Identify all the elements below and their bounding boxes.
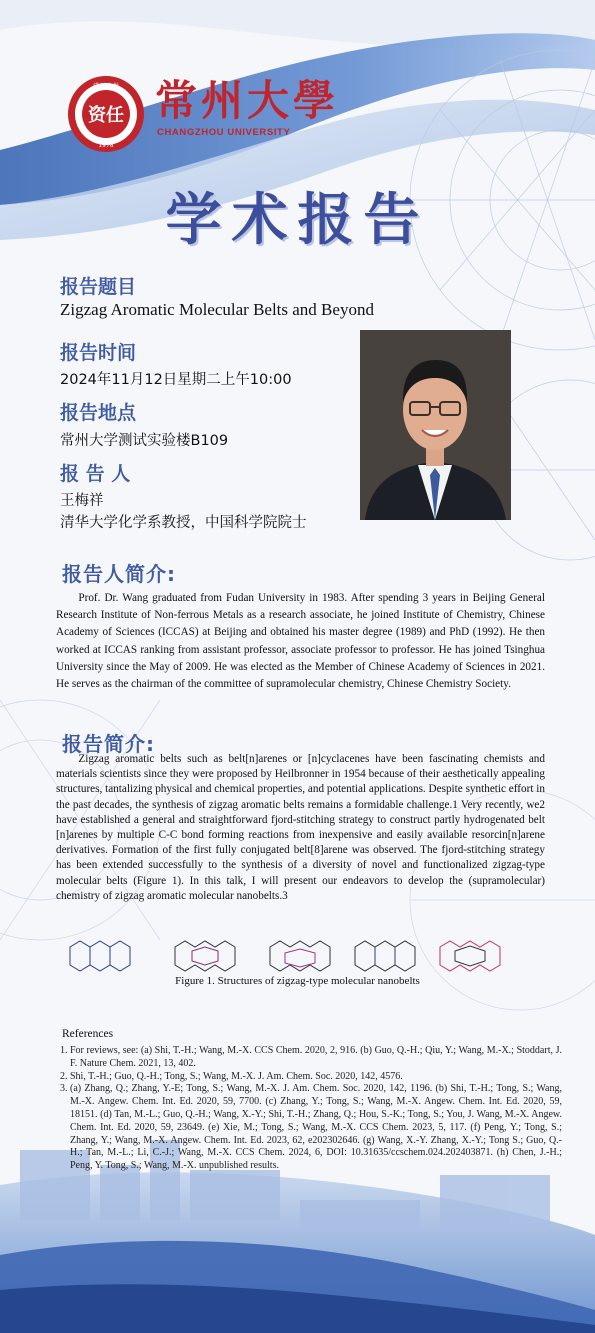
abstract-text: Zigzag aromatic belts such as belt[n]arenes or [n]cyclacenes have been fascinating chemists and materials scientists since they were proposed by Heilbronner in 1954 because of their aesthetically appealing structures, tantalizing physical and chemical properties, and potential applications. Despite synthetic effort in the past decades, the synthesis of zigzag aromatic belts remains a formidable challenge.1 Very recently, we2 have established a general and straightforward fjord-stitching strategy to construct partly hydrogenated belt [n]arenes by multiple C-C bond forming reactions from inexpensive and easily available resorcin[n]arene derivatives. Formation of the first fully conjugated belt[8]arene was observed. The fjord-stitching strategy has been extended successfully to the synthesis of a diversity of novel and functionalized zigzag-type molecular belts (Figure 1). In this talk, I will present our endeavors to develop the (supramolecular) chemistry of zigzag aromatic molecular nanobelts.3	[56, 753, 545, 902]
time-value: 2024年11月12日星期二上午10:00	[60, 372, 292, 388]
nanobelt-structure-2	[175, 941, 235, 971]
nanobelt-structure-3	[270, 941, 330, 971]
nanobelt-structure-5	[440, 941, 500, 971]
nanobelt-structure-1	[70, 941, 130, 971]
speaker-photo	[360, 330, 511, 520]
nanobelt-structure-4	[355, 941, 415, 971]
seal-center-text: 资任	[88, 105, 124, 126]
bio-text: Prof. Dr. Wang graduated from Fudan University in 1983. After spending 3 years in Beijing General Research Institute of Non-ferrous Metals as a research associate, he joined Institute of Chemistry, Chinese Academy of Sciences (ICCAS) at Beijing and obtained his master degree (1989) and PhD (1992). He then worked at ICCAS ranking from assistant professor, associate professor to professor. He has joined Tsinghua University since the May of 2009. He was elected as the Member of Chinese Academy of Sciences in 2021. He serves as the chairman of the committee of supramolecular chemistry, Chinese Chemistry Society.	[56, 592, 545, 691]
place-label: 报告地点	[60, 402, 137, 424]
topic-value: Zigzag Aromatic Molecular Belts and Beyond	[60, 300, 374, 319]
abstract-heading: 报告简介:	[62, 732, 155, 756]
reference-item: 2. Shi, T.-H.; Guo, Q.-H.; Tong, S.; Wang, M.-X. J. Am. Chem. Soc. 2020, 142, 4576.	[70, 1071, 562, 1084]
place-value: 常州大学测试实验楼B109	[60, 433, 229, 449]
reference-item: 1. For reviews, see: (a) Shi, T.-H.; Wang, M.-X. CCS Chem. 2020, 2, 916. (b) Guo, Q.-H.; Qiu, Y.; Wang, M.-X.; Stoddart, J. F. Nature Chem. 2021, 13, 402.	[70, 1045, 562, 1071]
bio-heading: 报告人简介:	[62, 562, 176, 586]
figure-caption: Figure 1. Structures of zigzag-type molecular nanobelts	[175, 975, 420, 987]
reference-item: 3. (a) Zhang, Q.; Zhang, Y.-E; Tong, S.; Wang, M.-X. J. Am. Chem. Soc. 2020, 142, 1196. (b) Shi, T.-H.; Tong, S.; Wang, M.-X. Angew. Chem. Int. Ed. 2020, 59, 7700. (c) Zhang, Y.; Tong, S.; Wang, M.-X. Angew. Chem. Int. Ed. 2020, 59, 18151. (d) Tan, M.-L.; Guo, Q.-H.; Wang, X.-Y.; Shi, T.-H.; Zhang, Q.; Hou, S.-K.; Tong, S.; You, J. Wang, M.-X. Angew. Chem. Int. Ed. 2020, 59, 23649. (e) Xie, M.; Tong, S.; Wang, M.-X. CCS Chem. 2023, 5, 117. (f) Peng, Y.; Tong, S.; Zhang, Y.; Wang, M.-X. Angew. Chem. Int. Ed. 2023, 62, e202302646. (g) Wang, X.-Y. Zhang, X.-Y.; Tong S.; Guo, Q.-H.; Tan, M.-L.; Li, C.-J.; Wang, M.-X. CCS Chem. 2024, 6, DOI: 10.31635/ccschem.024.202403871. (h) Chen, J.-H.; Peng, Y. Tong, S.; Wang, M.-X. unpublished results.	[70, 1083, 562, 1173]
references-heading: References	[62, 1028, 114, 1040]
poster-title: 学术报告	[165, 188, 430, 253]
references-list	[58, 1045, 562, 1173]
speaker-title: 清华大学化学系教授，中国科学院院士	[60, 515, 307, 531]
speaker-label: 报 告 人	[60, 463, 131, 485]
time-label: 报告时间	[60, 342, 137, 364]
speaker-name: 王梅祥	[60, 493, 104, 509]
university-seal-icon	[66, 74, 146, 154]
university-name-en: CHANGZHOU UNIVERSITY	[157, 127, 291, 138]
seal-year: 1978	[98, 142, 114, 149]
topic-label: 报告题目	[60, 276, 137, 298]
seal-ring-text: 常州大学	[93, 82, 119, 90]
nanobelt-structures-figure	[60, 937, 545, 977]
university-name-cn: 常州大學	[155, 76, 340, 125]
